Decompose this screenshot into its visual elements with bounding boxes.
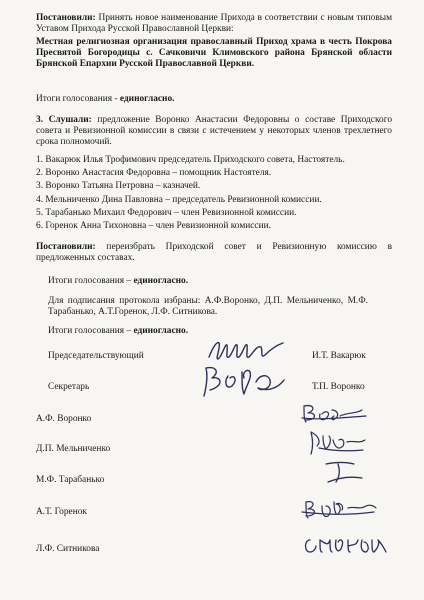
vote-result-3 xyxy=(48,326,188,337)
signature-role: Секретарь xyxy=(48,382,90,392)
signature-name: Т.П. Воронко xyxy=(312,382,365,392)
vote-label: Итоги голосования - xyxy=(36,94,120,104)
vote-value: единогласно. xyxy=(133,326,189,336)
decision-2-label: Постановили: xyxy=(36,242,96,252)
signature-sitnikova xyxy=(300,532,390,560)
signature-role: Д.П. Мельниченко xyxy=(36,444,111,454)
member-item: 4. Мельниченко Дина Павловна – председатель Ревизионной комиссии. xyxy=(36,195,322,205)
decision-text: Принять новое наименование Прихода в соответствии с новым типовым Уставом Прихода Русской Православной Церкви: xyxy=(36,13,393,34)
signature-name: И.Т. Вакарюк xyxy=(312,351,366,361)
vote-label: Итоги голосования – xyxy=(48,276,134,286)
signature-role: Л.Ф. Ситникова xyxy=(36,544,100,554)
member-item: 5. Тарабанько Михаил Федорович – член Ревизионной комиссии. xyxy=(36,208,297,218)
decision-2-paragraph xyxy=(36,242,392,264)
signature-secretary xyxy=(198,362,288,402)
signature-melnichenko xyxy=(305,428,370,456)
signers-intro: Для подписания протокола избраны: А.Ф.Воронко, Д.П. Мельниченко, М.Ф. Тарабанько, А.Т.Горенок, Л.Ф. Ситникова. xyxy=(48,296,368,317)
parish-name: Местная религиозная организация православный Приход храма в честь Покрова Пресвятой Богородицы с. Сачковичи Климовского района Брянской области Брянской Епархии Русской Православной Церкви. xyxy=(36,37,392,69)
item-3-label: 3. Слушали: xyxy=(36,115,92,125)
signature-role: А.Т. Горенок xyxy=(36,507,87,517)
signature-voronko xyxy=(300,400,370,424)
decision-2-text: переизбрать Приходской совет и Ревизионную комиссию в предложенных составах. xyxy=(36,242,393,263)
vote-value: единогласно. xyxy=(119,94,175,104)
member-item: 1. Вакарюк Илья Трофимович председатель Приходского совета, Настоятель. xyxy=(36,155,345,165)
signature-chairman xyxy=(205,335,285,365)
decision-paragraph xyxy=(36,13,392,35)
signature-gorenok xyxy=(300,496,380,522)
vote-value: единогласно. xyxy=(133,276,189,286)
decision-label: Постановили: xyxy=(36,13,96,23)
signature-role: М.Ф. Тарабанько xyxy=(36,475,105,485)
item-3-paragraph xyxy=(36,115,392,148)
vote-result-1 xyxy=(36,94,174,105)
member-item: 3. Воронко Татьяна Петровна – казначей. xyxy=(36,181,201,191)
signature-role: Председательствующий xyxy=(48,351,144,361)
item-3-text: предложение Воронко Анастасии Федоровны о составе Приходского совета и Ревизионной комиссии в связи с истечением у некоторых членов трехлетнего срока полномочий. xyxy=(36,115,393,147)
vote-label: Итоги голосования – xyxy=(48,326,134,336)
signature-tarabanko xyxy=(318,458,368,486)
member-item: 6. Горенок Анна Тихоновна – член Ревизионной комиссии. xyxy=(36,221,271,231)
signature-role: А.Ф. Воронко xyxy=(36,414,92,424)
member-item: 2. Воронко Анастасия Федоровна – помощник Настоятеля. xyxy=(36,168,272,178)
vote-result-2 xyxy=(48,276,188,287)
